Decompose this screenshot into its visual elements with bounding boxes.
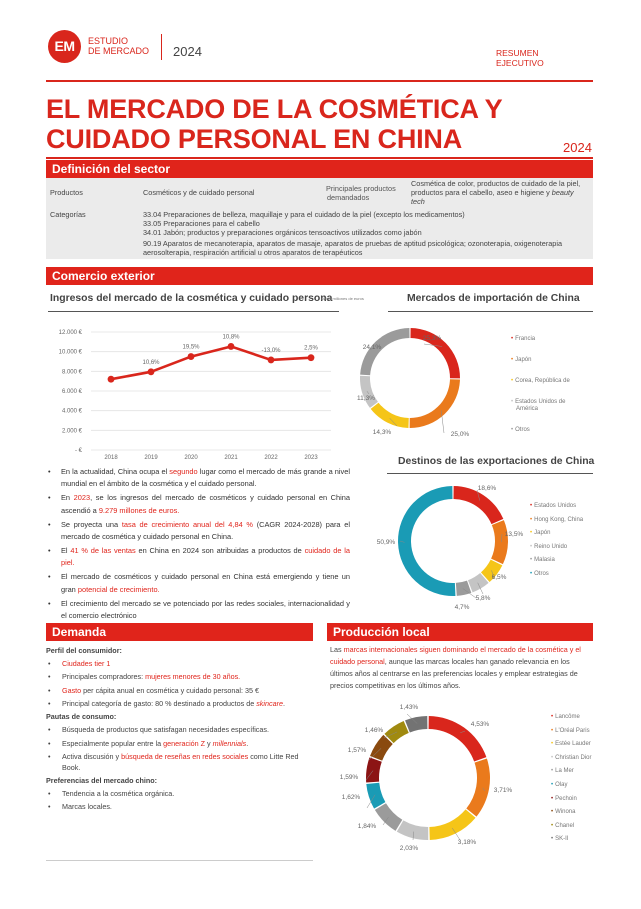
donut-slice — [360, 376, 378, 408]
legend-item — [530, 544, 567, 551]
highlighted-text: 41 % de las ventas — [70, 545, 136, 555]
definition-table — [46, 178, 593, 259]
preferencias-list — [46, 789, 313, 813]
legend-label: Francia — [515, 336, 536, 342]
line-chart-subtitle: Datos millones de euros — [321, 296, 364, 301]
legend-item — [551, 782, 567, 789]
legend-item — [530, 530, 550, 537]
logo-line-2: DE MERCADO — [88, 46, 150, 56]
legend-item — [530, 557, 555, 564]
legend-item — [551, 755, 591, 762]
text: , se los ingresos del mercado de cosméticos y cuidado personal en China ascendió a — [61, 493, 350, 515]
legend-label: Olay — [555, 782, 568, 788]
legend-marker-icon: • — [511, 399, 514, 405]
legend-marker-icon: • — [530, 530, 533, 536]
list-item — [46, 752, 313, 774]
text: El — [61, 545, 71, 555]
principales-value-3: tech — [411, 197, 425, 206]
y-tick-label: 8.000 € — [61, 369, 82, 376]
text: , aunque las marcas locales han ganado relevancia en los últimos años al centrarse en las preferencias locales y emplear estrategias de precios competitivas en los últimos años. — [330, 657, 578, 690]
preferencias-title: Preferencias del mercado chino: — [46, 776, 158, 786]
perfil-list — [46, 659, 313, 710]
produccion-text — [330, 644, 592, 692]
data-point — [188, 353, 195, 360]
principales-value — [411, 179, 593, 206]
legend-item — [530, 571, 549, 578]
legend-item — [551, 768, 574, 775]
doc-type — [496, 48, 544, 68]
brands-donut-chart — [335, 700, 535, 855]
legend-marker-icon: • — [511, 336, 514, 342]
y-tick-label: - € — [74, 448, 82, 454]
legend-item — [511, 427, 530, 434]
categoria-item: 33.05 Preparaciones para el cabello — [143, 219, 260, 228]
import-donut-chart — [352, 322, 492, 452]
list-item — [46, 725, 313, 736]
list-item — [46, 789, 313, 800]
principales-value-1: Cosmética de color, productos de cuidado de la piel, — [411, 179, 581, 188]
demanda-content — [46, 645, 313, 816]
section-bar-produccion: Producción local — [327, 623, 593, 641]
legend-marker-icon: • — [551, 741, 554, 748]
principales-value-italic: beauty — [551, 188, 574, 197]
x-tick-label: 2019 — [144, 455, 158, 461]
slice-label: 6,5% — [491, 574, 507, 581]
principales-label-2: demandados — [327, 193, 370, 202]
legend-label: Estée Lauder — [555, 741, 591, 748]
categoria-item: 90.19 Aparatos de mecanoterapia, aparatos de masaje, aparatos de pruebas de aptitud psicológica; ozonoterapia, oxigenoterapia — [143, 239, 563, 248]
legend-label: Chanel — [555, 822, 575, 829]
legend-item — [551, 823, 574, 830]
list-item — [46, 466, 350, 491]
legend-marker-icon: • — [530, 516, 533, 523]
slice-label: 4,7% — [454, 604, 470, 611]
slice-label: 50,9% — [376, 539, 396, 546]
legend-item — [511, 378, 570, 385]
legend-item — [551, 796, 577, 803]
slice-label: 1,57% — [347, 747, 367, 754]
legend-item — [551, 728, 590, 735]
donut-slice — [397, 820, 428, 840]
logo-text — [88, 36, 149, 56]
text: (CAGR 2024-2028) para el mercado de cosmética y cuidado personal en China. — [61, 519, 350, 542]
legend-marker-icon: • — [530, 503, 533, 509]
donut-slice — [360, 328, 409, 375]
legend-label: América — [516, 406, 539, 412]
legend-item — [551, 741, 591, 748]
export-chart-rule — [387, 473, 593, 474]
highlighted-text: búsqueda de reseñas en redes sociales — [121, 751, 249, 761]
legend-label: Pechoin — [555, 795, 577, 802]
y-tick-label: 10.000 € — [58, 349, 82, 356]
principales-value-2-text: productos para el cabello, aseo e higiene y — [411, 188, 552, 197]
data-point — [148, 368, 155, 375]
legend-item — [530, 517, 583, 524]
slice-label: 24,1% — [362, 344, 382, 351]
highlighted-text: marcas internacionales siguen dominando el mercado de la cosmética y el cuidado personal — [330, 645, 581, 666]
highlighted-text: mujeres menores de 30 años. — [145, 672, 241, 682]
data-point — [228, 343, 235, 350]
donut-slice — [398, 486, 455, 596]
legend-marker-icon: • — [511, 427, 514, 433]
list-item — [46, 492, 350, 517]
text: Activa discusión y — [62, 751, 122, 761]
legend-marker-icon: • — [551, 714, 554, 720]
slice-label: 1,43% — [399, 704, 419, 711]
legend-label: Japón — [515, 357, 532, 363]
legend-label: Christian Dior — [555, 754, 592, 761]
y-tick-label: 2.000 € — [61, 428, 82, 435]
export-donut-chart — [372, 478, 524, 613]
legend-label: Corea, República de — [515, 378, 570, 384]
text: Marcas locales. — [62, 802, 112, 812]
slice-label: 3,18% — [457, 839, 477, 846]
section-bar-definicion: Definición del sector — [46, 160, 593, 178]
line-chart-title: Ingresos del mercado de la cosmética y cuidado persona — [50, 293, 333, 304]
data-label: -13,0% — [261, 347, 281, 354]
text: Principales compradores: — [62, 672, 146, 682]
pautas-list — [46, 725, 313, 773]
legend-label: Reino Unido — [534, 543, 568, 550]
highlighted-text: potencial de crecimiento. — [77, 584, 160, 594]
legend-marker-icon: • — [551, 754, 554, 761]
x-tick-label: 2018 — [104, 455, 118, 461]
list-item — [46, 686, 313, 697]
legend-label: Otros — [534, 570, 549, 577]
market-bullets — [46, 466, 350, 624]
slice-label: 11,3% — [357, 395, 375, 402]
legend-item — [551, 809, 575, 816]
x-tick-label: 2023 — [304, 455, 318, 461]
data-label: 10,8% — [222, 334, 240, 341]
list-item — [46, 598, 350, 623]
import-chart-title: Mercados de importación de China — [407, 293, 580, 304]
data-label: 10,6% — [142, 359, 160, 366]
donut-slice — [405, 716, 427, 732]
list-item — [46, 571, 350, 596]
text: Principal categoría de gasto: 80 % destinado a productos de — [62, 698, 257, 708]
slice-label: 14,3% — [372, 429, 392, 436]
demanda-bottom-rule — [46, 860, 313, 861]
legend-label: Malasia — [534, 557, 555, 563]
title-rule — [46, 157, 593, 159]
import-legend — [511, 336, 596, 436]
section-bar-demanda: Demanda — [46, 623, 313, 641]
categoria-item: aerosolterapia, respiración artificial u otros aparatos de terapéuticos — [143, 248, 363, 257]
title-line-2: CUIDADO PERSONAL EN CHINA — [46, 124, 463, 154]
slice-label: 1,46% — [364, 727, 384, 734]
donut-slice — [371, 403, 409, 428]
productos-value: Cosméticos y de cuidado personal — [143, 188, 255, 197]
page-title — [46, 94, 502, 154]
logo-badge: EM — [48, 30, 81, 63]
header-rule — [46, 80, 593, 82]
title-year: 2024 — [563, 140, 592, 155]
list-item — [46, 659, 313, 670]
title-line-1: EL MERCADO DE LA COSMÉTICA Y — [46, 94, 503, 124]
text: Búsqueda de productos que satisfagan necesidades específicas. — [62, 725, 269, 735]
legend-marker-icon: • — [551, 809, 554, 816]
legend-item — [551, 836, 568, 843]
legend-marker-icon: • — [530, 557, 533, 563]
legend-item — [530, 503, 576, 510]
slice-label: 13,5% — [504, 531, 524, 538]
legend-marker-icon: • — [551, 727, 554, 734]
legend-item — [511, 336, 535, 343]
donut-slice — [466, 759, 490, 817]
legend-label: Winona — [555, 809, 576, 816]
highlighted-text: cuidado de la piel. — [61, 545, 350, 568]
data-label: 19,5% — [182, 344, 200, 351]
logo-line-1: ESTUDIO — [88, 36, 129, 46]
list-item — [46, 802, 313, 813]
slice-label: 18,6% — [477, 485, 497, 492]
text: como Litte Red Book. — [62, 751, 299, 772]
section-bar-comercio: Comercio exterior — [46, 267, 593, 285]
legend-item — [511, 399, 565, 413]
legend-item — [511, 357, 531, 364]
legend-label: Otros — [515, 427, 530, 433]
legend-label: Lancôme — [555, 714, 580, 720]
legend-marker-icon: • — [551, 836, 554, 843]
text: El mercado de cosméticos y cuidado personal en China está emergiendo y tiene un gran — [61, 572, 350, 594]
legend-marker-icon: • — [511, 357, 514, 363]
doc-type-line-2: EJECUTIVO — [496, 58, 544, 68]
header-year: 2024 — [173, 44, 202, 59]
list-item — [46, 699, 313, 710]
text: El crecimiento del mercado se ve potenciado por las redes sociales, internacionalidad y el comercio electrónico — [61, 598, 350, 620]
categoria-item: 34.01 Jabón; productos y preparaciones orgánicos tensoactivos utilizados como jabón — [143, 228, 422, 237]
highlighted-text: skincare — [256, 698, 283, 708]
legend-label: Estados Unidos — [534, 503, 577, 509]
text: y — [205, 738, 213, 748]
text: Especialmente popular entre la — [62, 738, 164, 748]
line-chart-rule — [48, 311, 339, 312]
highlighted-text: segundo — [169, 467, 198, 476]
list-item — [46, 739, 313, 750]
text: En — [61, 493, 74, 503]
y-tick-label: 6.000 € — [61, 389, 82, 395]
legend-marker-icon: • — [551, 795, 554, 802]
legend-label: Japón — [534, 530, 551, 536]
slice-label: 2,03% — [399, 845, 419, 852]
list-item — [46, 672, 313, 683]
legend-label: L'Oréal Paris — [555, 727, 590, 734]
legend-label: SK-II — [555, 836, 569, 843]
categorias-list — [143, 210, 593, 257]
data-point — [268, 357, 275, 364]
doc-type-line-1: RESUMEN — [496, 48, 539, 58]
donut-slice — [366, 757, 382, 782]
principales-value-2 — [411, 188, 593, 197]
text: . — [282, 698, 285, 708]
donut-slice — [410, 379, 460, 428]
highlighted-text: Gasto — [62, 685, 82, 695]
donut-slice — [375, 803, 403, 831]
text: Se proyecta una — [61, 519, 122, 529]
y-tick-label: 12.000 € — [58, 330, 82, 336]
slice-label: 3,71% — [493, 787, 513, 794]
list-item — [46, 519, 350, 544]
legend-marker-icon: • — [551, 822, 554, 829]
x-tick-label: 2022 — [264, 455, 278, 461]
import-chart-rule — [388, 311, 593, 312]
export-chart-title: Destinos de las exportaciones de China — [398, 456, 595, 467]
categoria-item: 33.04 Preparaciones de belleza, maquillaje y para el cuidado de la piel (excepto los medicamentos) — [143, 210, 465, 219]
data-point — [308, 354, 315, 361]
slice-label: 1,84% — [357, 823, 377, 830]
donut-slice — [491, 520, 508, 564]
text: per cápita anual en cosmética y cuidado personal: 35 € — [81, 685, 259, 695]
legend-marker-icon: • — [551, 768, 554, 775]
slice-label: 25,0% — [450, 431, 470, 438]
highlighted-text: 9.279 millones de euros. — [98, 505, 180, 515]
legend-marker-icon: • — [530, 570, 533, 577]
data-label: 2,5% — [304, 345, 318, 352]
legend-label: La Mer — [555, 768, 574, 775]
x-tick-label: 2021 — [224, 455, 238, 461]
legend-label: Hong Kong, China — [534, 516, 584, 523]
data-point — [108, 376, 115, 383]
legend-marker-icon: • — [530, 543, 533, 550]
slice-label: 25,3% — [422, 335, 442, 342]
text: Las — [330, 645, 344, 654]
donut-slice — [429, 809, 475, 840]
highlighted-text: Ciudades tier 1 — [62, 658, 111, 668]
categorias-label: Categorías — [50, 210, 86, 219]
text: lugar como el mercado de más grande a nivel mundial en el ámbito de la cosmética y el cuidado personal. — [61, 467, 351, 489]
slice-label: 1,62% — [341, 794, 361, 801]
highlighted-text: millennials — [212, 738, 247, 748]
productos-label: Productos — [50, 188, 83, 197]
slice-label: 4,53% — [470, 721, 490, 728]
slice-label: 5,8% — [475, 595, 491, 602]
y-tick-label: 4.000 € — [61, 408, 82, 415]
slice-label: 1,59% — [339, 774, 359, 781]
highlighted-text: generación Z — [163, 738, 206, 748]
list-item — [46, 545, 350, 570]
text: en China en 2024 son atribuidas a productos de — [135, 545, 305, 555]
legend-marker-icon: • — [551, 782, 554, 788]
legend-item — [551, 714, 580, 721]
export-legend — [530, 503, 595, 583]
text: Tendencia a la cosmética orgánica. — [62, 788, 175, 798]
principales-label — [326, 184, 396, 202]
line-chart — [46, 320, 341, 465]
x-tick-label: 2020 — [184, 455, 198, 461]
brands-legend — [551, 714, 601, 849]
logo-separator — [161, 34, 162, 60]
highlighted-text: 2023 — [73, 493, 91, 503]
legend-marker-icon: • — [511, 378, 514, 384]
principales-label-1: Principales productos — [326, 184, 396, 193]
perfil-title: Perfil del consumidor: — [46, 646, 122, 655]
legend-label: Estados Unidos de — [515, 399, 566, 405]
highlighted-text: tasa de crecimiento anual del 4,84 % — [121, 519, 253, 529]
text: . — [246, 738, 249, 748]
text: En la actualidad, China ocupa el — [61, 467, 170, 476]
pautas-title: Pautas de consumo: — [46, 712, 117, 722]
